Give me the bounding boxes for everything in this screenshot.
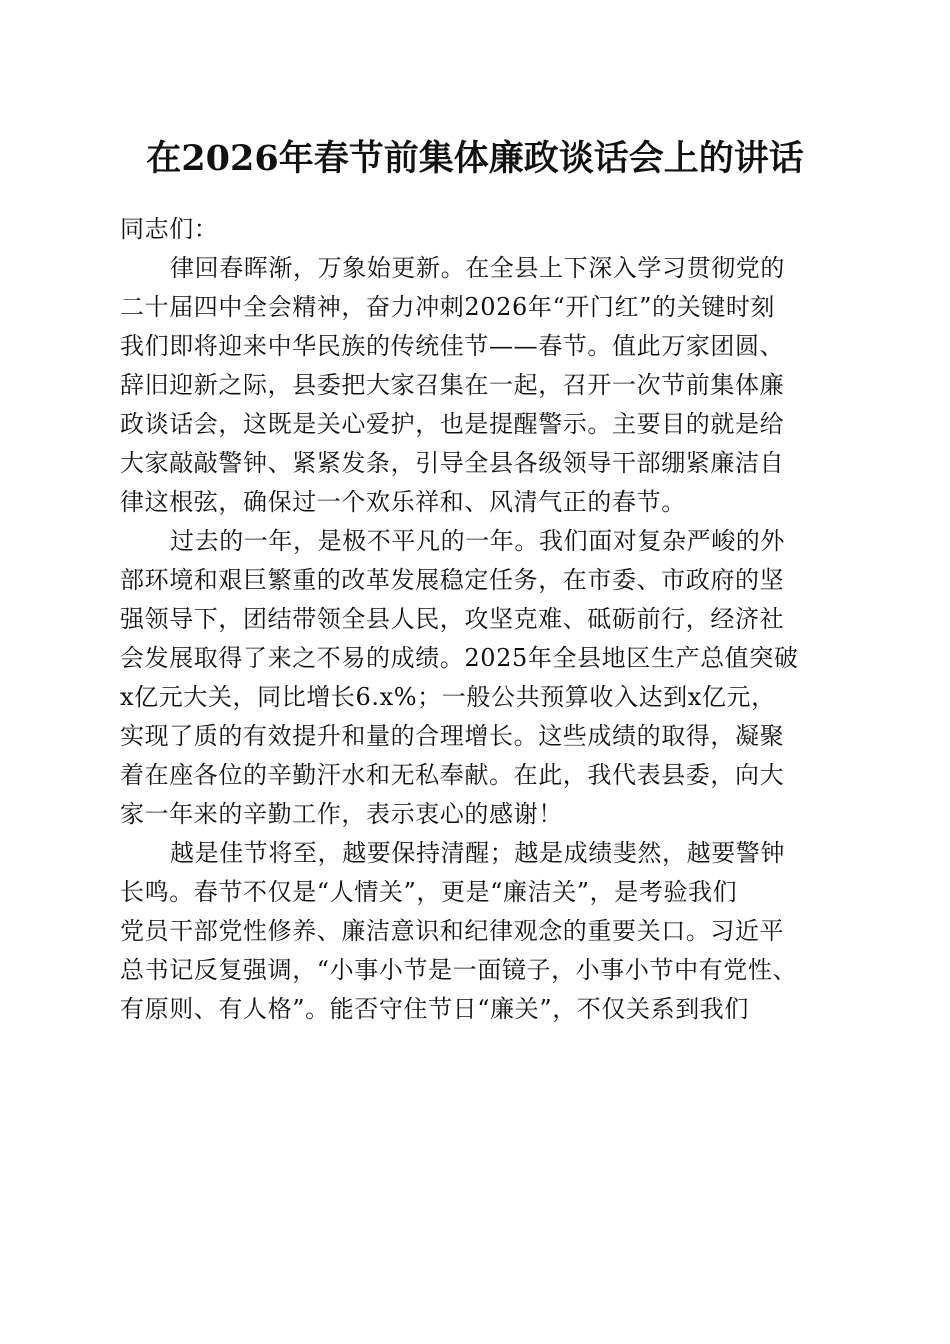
text-line: 实现了质的有效提升和量的合理增长。这些成绩的取得，凝聚	[120, 722, 785, 750]
text-line: 二十届四中全会精神，奋力冲刺2026年“开门红”的关键时刻	[120, 293, 776, 321]
text-line: 长鸣。春节不仅是“人情关”，更是“廉洁关”，是考验我们	[120, 878, 738, 906]
text-line: 辞旧迎新之际，县委把大家召集在一起，召开一次节前集体廉	[120, 371, 785, 399]
text-line: 律这根弦，确保过一个欢乐祥和、风清气正的春节。	[120, 488, 686, 516]
text-line: 部环境和艰巨繁重的改革发展稳定任务，在市委、市政府的坚	[120, 566, 785, 594]
document-body	[120, 210, 840, 1029]
text-line: 着在座各位的辛勤汗水和无私奉献。在此，我代表县委，向大	[120, 761, 785, 789]
text-line: 我们即将迎来中华民族的传统佳节——春节。值此万家团圆、	[120, 332, 785, 360]
text-line: 有原则、有人格”。能否守住节日“廉关”，不仅关系到我们	[120, 995, 750, 1023]
document-title: 在2026年春节前集体廉政谈话会上的讲话	[146, 138, 804, 179]
text-line: 大家敲敲警钟、紧紧发条，引导全县各级领导干部绷紧廉洁自	[120, 449, 785, 477]
text-line: 强领导下，团结带领全县人民，攻坚克难、砥砺前行，经济社	[120, 605, 785, 633]
text-line: 政谈话会，这既是关心爱护，也是提醒警示。主要目的就是给	[120, 410, 785, 438]
text-line: 党员干部党性修养、廉洁意识和纪律观念的重要关口。习近平	[120, 917, 785, 945]
text-line: 会发展取得了来之不易的成绩。2025年全县地区生产总值突破	[120, 644, 799, 672]
salutation: 同志们：	[120, 215, 219, 243]
text-line: x亿元大关，同比增长6.x%；一般公共预算收入达到x亿元，	[120, 683, 776, 711]
text-line: 过去的一年，是极不平凡的一年。我们面对复杂严峻的外	[170, 527, 785, 555]
text-line: 律回春晖渐，万象始更新。在全县上下深入学习贯彻党的	[170, 254, 785, 282]
text-line: 越是佳节将至，越要保持清醒；越是成绩斐然，越要警钟	[170, 839, 785, 867]
text-line: 家一年来的辛勤工作，表示衷心的感谢！	[120, 800, 563, 828]
text-line: 总书记反复强调，“小事小节是一面镜子，小事小节中有党性、	[120, 956, 798, 984]
